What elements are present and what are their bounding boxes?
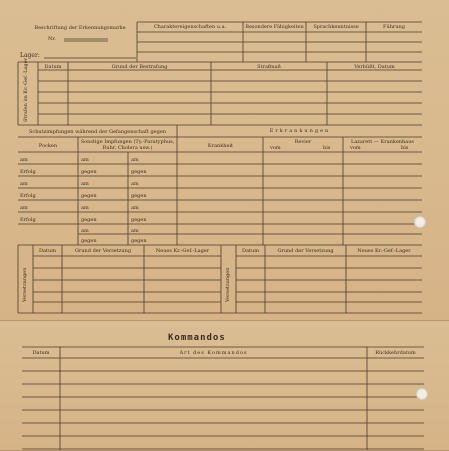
label-schutzimpfungen: Schutzimpfungen während der Gefangenschaft gegen (28, 129, 167, 135)
header-strafen-datum: Datum (44, 64, 62, 70)
label-fuehrung: Führung (383, 24, 405, 30)
header-krankheit: Krankheit (207, 143, 234, 149)
header-lazarett: Lazarett — Krankenhaus (351, 139, 414, 145)
header-vers-grund-right: Grund der Versetzung (277, 248, 334, 254)
packet-r3-c1: gegen (81, 193, 97, 199)
label-nr: Nr. (48, 36, 56, 42)
packet-r2-c0: am (20, 181, 28, 187)
packet-r6-c1: am (81, 228, 89, 234)
packet-r4-c0: am (20, 205, 28, 211)
packet-r7-c2: gegen (131, 238, 147, 244)
kommandos-title: Kommandos (168, 333, 226, 343)
packet-r0-c1: am (81, 157, 89, 163)
label-sprachkenntnisse: Sprachkenntnisse (313, 24, 359, 30)
kommandos-grid (0, 322, 449, 450)
packet-r3-c2: gegen (131, 193, 147, 199)
packet-r7-c1: gegen (81, 238, 97, 244)
lazarett-bis: bis (401, 145, 409, 151)
header-strafen-grund: Grund der Bestrafung (111, 64, 168, 70)
packet-r5-c0: Erfolg (20, 217, 36, 223)
form-card-kommandos (0, 322, 449, 451)
header-rueckkehrdatum: Rückkehrdatum (375, 350, 416, 356)
label-charaktereigenschaften: Charaktereigenschaften u.a. (153, 24, 227, 30)
packet-r1-c2: gegen (131, 169, 147, 175)
header-kommando-art: Art des Kommandos (179, 350, 248, 356)
header-sonstige-impfungen: Sonstige Impfungen (Ty.-Paratyphus, Ruhr, Cholera usw.) (80, 139, 175, 151)
header-vers-lager-right: Neues Kr.-Gef.-Lager (357, 248, 411, 254)
label-lager: Lager: (20, 52, 40, 59)
label-versetzungen-right: Versetzungen (225, 267, 231, 302)
header-kommando-datum: Datum (32, 350, 50, 356)
packet-r6-c2: am (131, 228, 139, 234)
label-besondere-faehigkeiten: Besondere Fähigkeiten (245, 24, 304, 30)
header-vers-grund-left: Grund der Versetzung (74, 248, 132, 254)
label-erkrankungen: Erkrankungen (269, 128, 331, 134)
packet-r2-c2: am (131, 181, 139, 187)
packet-r4-c1: am (81, 205, 89, 211)
label-strafen-side: Strafen im Kr.-Gef.-Lager (23, 58, 29, 122)
revier-bis: bis (323, 145, 331, 151)
packet-r5-c2: gegen (131, 217, 147, 223)
packet-r4-c2: am (131, 205, 139, 211)
header-revier: Revier (294, 139, 312, 145)
lazarett-vom: vom (350, 145, 361, 151)
punch-hole-lower (416, 388, 428, 400)
packet-r2-c1: am (81, 181, 89, 187)
packet-r0-c0: am (20, 157, 28, 163)
packet-r1-c1: gegen (81, 169, 97, 175)
packet-r5-c1: gegen (81, 217, 97, 223)
punch-hole-upper (414, 216, 426, 228)
packet-r3-c0: Erfolg (20, 193, 36, 199)
label-versetzungen-left: Versetzungen (22, 267, 28, 302)
packet-r1-c0: Erfolg (20, 169, 36, 175)
header-verbuesst-datum: Verbüßt, Datum (354, 64, 395, 70)
header-vers-datum-left: Datum (39, 248, 56, 254)
packet-r0-c2: am (131, 157, 139, 163)
header-vers-datum-right: Datum (242, 248, 259, 254)
header-pocken: Pocken (38, 143, 58, 149)
revier-vom: vom (270, 145, 281, 151)
header-strafmass: Strafmaß (257, 64, 281, 70)
header-vers-lager-left: Neues Kr.-Gef.-Lager (155, 248, 210, 254)
label-erkennungsmarke: Beschriftung der Erkennungsmarke (34, 25, 126, 31)
